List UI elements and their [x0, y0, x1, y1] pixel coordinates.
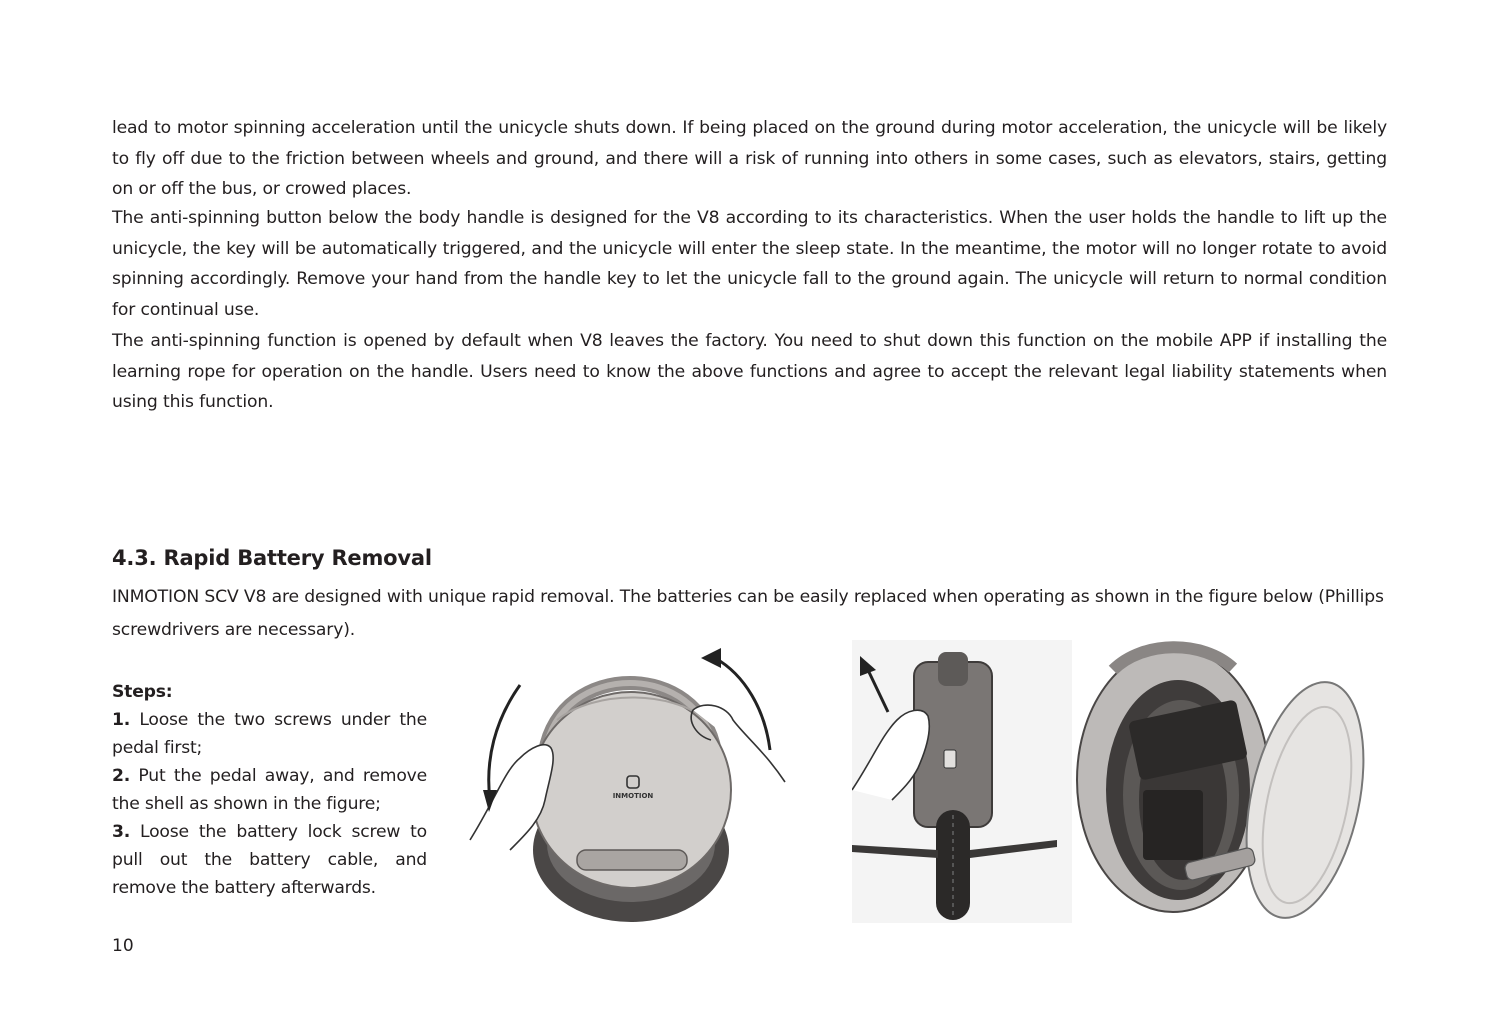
battery-removal-figure — [1073, 640, 1365, 925]
step-item-2 — [112, 762, 427, 818]
step-text: Loose the two screws under the pedal first; — [112, 710, 427, 758]
section-heading: 4.3. Rapid Battery Removal — [112, 546, 432, 570]
step-text: Loose the battery lock screw to pull out the battery cable, and remove the battery afterwards. — [112, 822, 427, 898]
steps-list — [112, 678, 427, 902]
step-item-1 — [112, 706, 427, 762]
steps-title: Steps: — [112, 682, 173, 702]
step-number: 1. — [112, 710, 131, 730]
body-paragraph-2: The anti-spinning button below the body handle is designed for the V8 according to its characteristics. When the user holds the handle to lift up the unicycle, the key will be automatically triggered, and the unicycle will enter the sleep state. In the meantime, the motor will no longer rotate to avoid spinning accordingly. Remove your hand from the handle key to let the unicycle fall to the ground again. The unicycle will return to normal condition for continual use. — [112, 208, 1387, 320]
logo-text: INMOTION — [612, 792, 654, 800]
step-text: Put the pedal away, and remove the shell as shown in the figure; — [112, 766, 427, 814]
body-paragraph-1: lead to motor spinning acceleration until the unicycle shuts down. If being placed on the ground during motor acceleration, the unicycle will be likely to fly off due to the friction between wheels and ground, and there will a risk of running into others in some cases, such as elevators, stairs, getting on or off the bus, or crowed places. — [112, 118, 1387, 200]
unicycle-front-figure — [465, 640, 800, 925]
step-number: 2. — [112, 766, 131, 786]
body-paragraph-3: The anti-spinning function is opened by default when V8 leaves the factory. You need to shut down this function on the mobile APP if installing the learning rope for operation on the handle. Users need to know the above functions and agree to accept the relevant legal liability statements when using this function. — [112, 331, 1387, 413]
page-number: 10 — [112, 936, 134, 956]
rotate-right-arrow-head — [701, 648, 721, 668]
step-number: 3. — [112, 822, 131, 842]
section-intro: INMOTION SCV V8 are designed with unique rapid removal. The batteries can be easily replaced when operating as shown in the figure below (Phillips screwdrivers are necessary). — [112, 587, 1384, 640]
unicycle-side-figure — [852, 640, 1072, 923]
step-item-3 — [112, 818, 427, 902]
